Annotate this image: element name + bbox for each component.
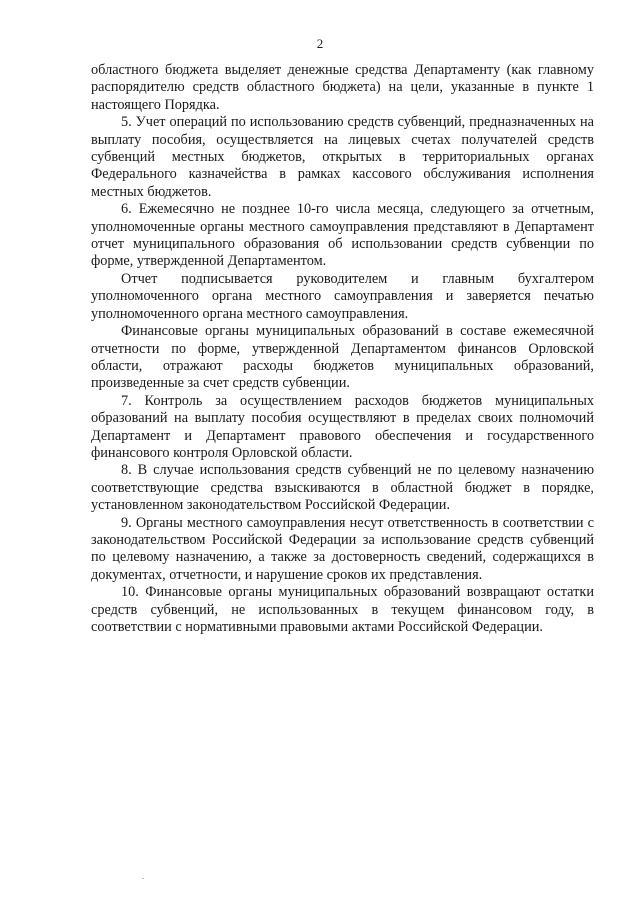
page-number: 2 xyxy=(316,36,324,51)
scan-speck xyxy=(142,878,144,879)
paragraph-report-signing: Отчет подписывается руководителем и главным бухгалтером уполномоченного органа местного самоуправления и заверяется печатью уполномоченного органа местного самоуправления. xyxy=(91,270,594,322)
paragraph-item-9: 9. Органы местного самоуправления несут ответственность в соответствии с законодательством Российской Федерации за использование средств субвенций по целевому назначению, а также за достоверность сведений, содержащихся в документах, отчетности, и нарушение сроков их представления. xyxy=(91,514,594,583)
paragraph-financial-bodies: Финансовые органы муниципальных образований в составе ежемесячной отчетности по форме, утвержденной Департаментом финансов Орловской области, отражают расходы бюджетов муниципальных образований, произведенные за счет средств субвенции. xyxy=(91,323,594,392)
paragraph-item-8: 8. В случае использования средств субвенций не по целевому назначению соответствующие средства взыскиваются в областной бюджет в порядке, установленном законодательством Российской Федерации. xyxy=(91,462,594,514)
paragraph-item-5: 5. Учет операций по использованию средств субвенций, предназначенных на выплату пособия, осуществляется на лицевых счетах получателей средств субвенций местных бюджетов, открытых в территориальных органах Федерального казначейства в рамках кассового обслуживания исполнения местных бюджетов. xyxy=(91,114,594,200)
paragraph-item-10: 10. Финансовые органы муниципальных образований возвращают остатки средств субвенций, не использованных в текущем финансовом году, в соответствии с нормативными правовыми актами Российской Федерации. xyxy=(91,584,594,635)
paragraph-item-6: 6. Ежемесячно не позднее 10-го числа месяца, следующего за отчетным, уполномоченные органы местного самоуправления представляют в Департамент отчет муниципального образования об использовании средств субвенции по форме, утвержденной Департаментом. xyxy=(91,201,594,270)
document-body xyxy=(91,62,594,636)
paragraph-item-7: 7. Контроль за осуществлением расходов бюджетов муниципальных образований на выплату пособия осуществляют в пределах своих полномочий Департамент и Департамент правового обеспечения и государственного финансового контроля Орловской области. xyxy=(91,392,594,461)
paragraph-continuation: областного бюджета выделяет денежные средства Департаменту (как главному распорядителю средств областного бюджета) на цели, указанные в пункте 1 настоящего Порядка. xyxy=(91,62,594,113)
